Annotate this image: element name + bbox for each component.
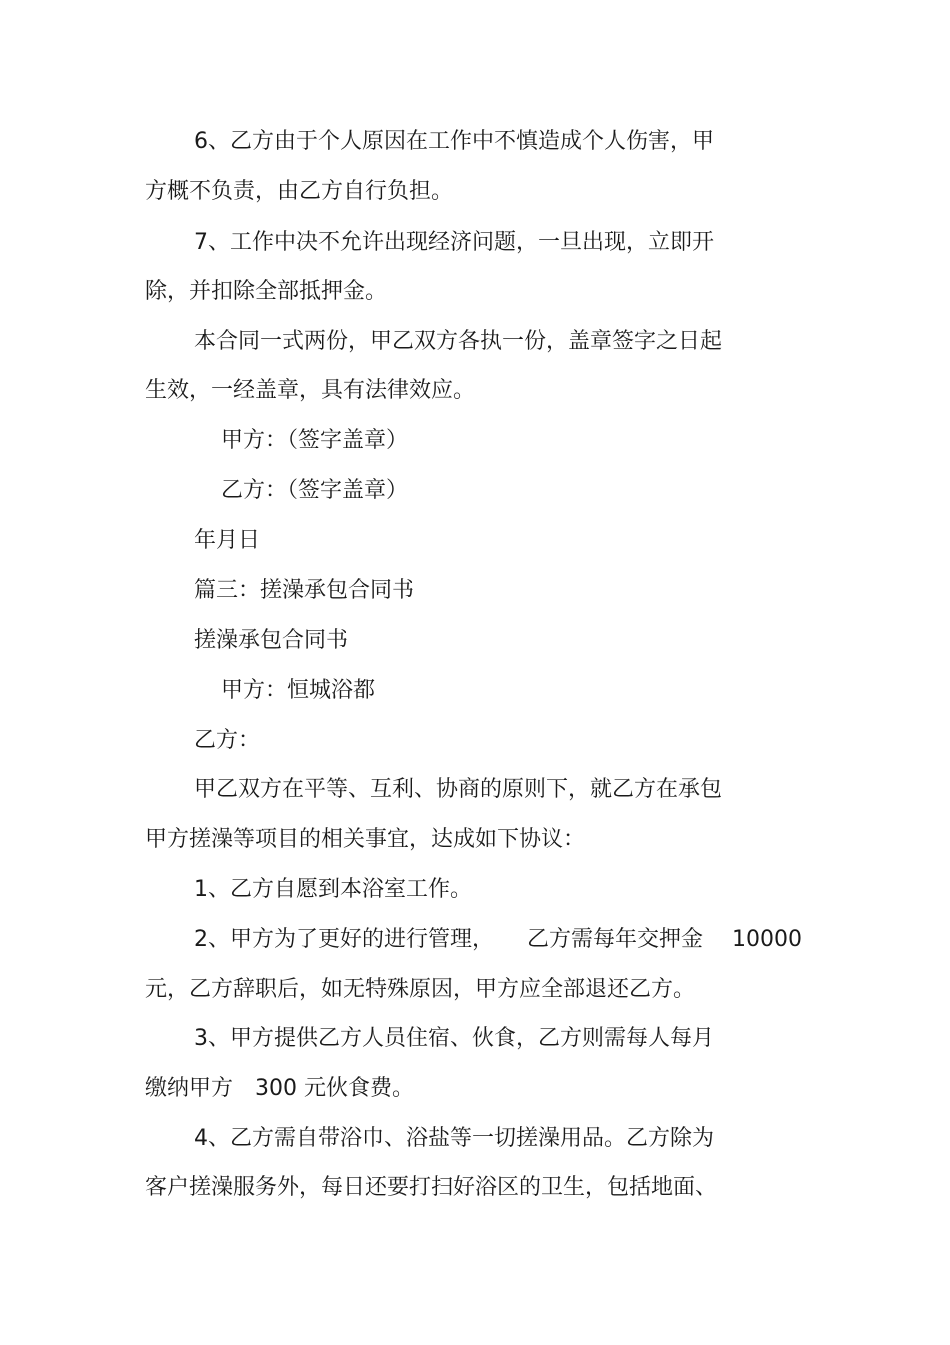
clause-4-line-2: 客户搓澡服务外，每日还要打扫好浴区的卫生，包括地面、	[145, 1175, 718, 1200]
party-a-signature: 甲方：（签字盖章）	[221, 428, 409, 453]
clause-2-line-2: 元，乙方辞职后，如无特殊原因，甲方应全部退还乙方。	[145, 977, 696, 1002]
section-three-heading: 篇三：搓澡承包合同书	[194, 578, 415, 603]
party-a-name: 甲方：恒城浴都	[221, 678, 376, 703]
date-line: 年月日	[194, 528, 261, 553]
clause-6-line-1: 6、乙方由于个人原因在工作中不慎造成个人伤害，甲	[194, 129, 714, 154]
contract-copies-line-2: 生效，一经盖章，具有法律效应。	[145, 378, 476, 403]
contract-title: 搓澡承包合同书	[194, 628, 349, 653]
clause-3-line-1: 3、甲方提供乙方人员住宿、伙食，乙方则需每人每月	[194, 1026, 714, 1051]
clause-3-line-2: 缴纳甲方 300 元伙食费。	[145, 1076, 414, 1101]
contract-copies-line-1: 本合同一式两份，甲乙双方各执一份，盖章签字之日起	[194, 329, 723, 354]
clause-7-line-2: 除，并扣除全部抵押金。	[145, 279, 388, 304]
clause-2-line-1: 2、甲方为了更好的进行管理， 乙方需每年交押金 10000	[194, 927, 802, 952]
party-b-signature: 乙方：（签字盖章）	[221, 478, 409, 503]
preamble-line-1: 甲乙双方在平等、互利、协商的原则下，就乙方在承包	[194, 777, 723, 802]
preamble-line-2: 甲方搓澡等项目的相关事宜，达成如下协议：	[145, 827, 586, 852]
clause-1: 1、乙方自愿到本浴室工作。	[194, 877, 472, 902]
clause-4-line-1: 4、乙方需自带浴巾、浴盐等一切搓澡用品。乙方除为	[194, 1126, 714, 1151]
party-b-name: 乙方：	[194, 728, 261, 753]
clause-7-line-1: 7、工作中决不允许出现经济问题，一旦出现，立即开	[194, 230, 714, 255]
clause-6-line-2: 方概不负责，由乙方自行负担。	[145, 179, 454, 204]
